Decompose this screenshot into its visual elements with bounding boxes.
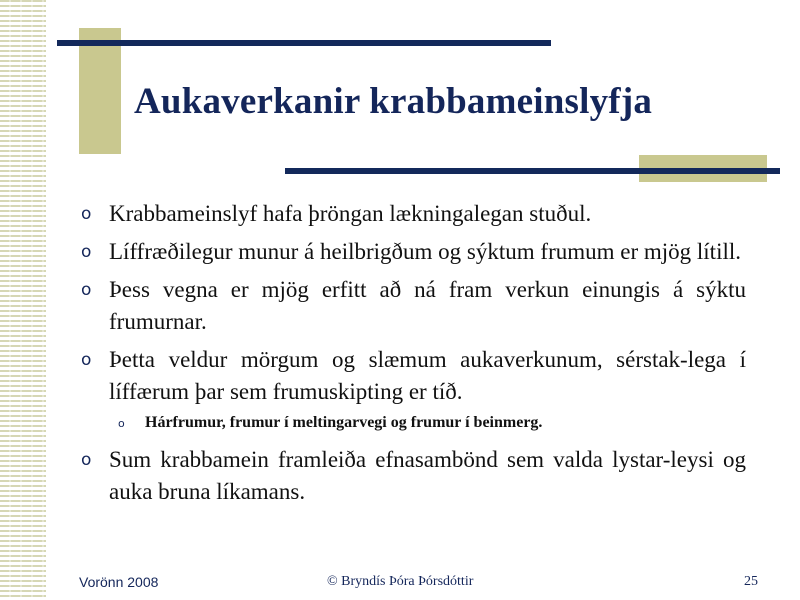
footer-page-number: 25 [744,574,758,589]
bullet-text: Þetta veldur mörgum og slæmum aukaverkunum, sérstak-lega í líffærum þar sem frumuskipting er tíð. [109,347,746,404]
bullet-item [78,198,746,230]
bullet-item [78,236,746,268]
decorative-navy-line-top [57,40,551,46]
decorative-olive-bar-left [79,28,121,154]
bullet-circle-icon: o [81,280,92,300]
bullet-text: Þess vegna er mjög erfitt að ná fram verkun einungis á sýktu frumurnar. [109,277,746,334]
decorative-navy-line-bottom [285,168,780,174]
bullet-text: Líffræðilegur munur á heilbrigðum og sýktum frumum er mjög lítill. [109,239,741,264]
bullet-text: Krabbameinslyf hafa þröngan lækningalegan stuðul. [109,201,592,226]
sub-bullet-circle-icon: o [118,417,125,430]
bullet-circle-icon: o [81,350,92,370]
decorative-stripes [0,0,46,600]
bullet-item [78,274,746,338]
bullet-circle-icon: o [81,450,92,470]
slide-title: Aukaverkanir krabbameinslyfja [134,81,653,122]
sub-bullet-item [78,412,746,434]
sub-bullet-text: Hárfrumur, frumur í meltingarvegi og frumur í beinmerg. [145,414,543,431]
bullet-list [78,198,746,514]
bullet-circle-icon: o [81,242,92,262]
bullet-text: Sum krabbamein framleiða efnasambönd sem valda lystar-leysi og auka bruna líkamans. [109,447,746,504]
bullet-item [78,344,746,408]
footer-author: © Bryndís Þóra Þórsdóttir [327,574,474,589]
footer-semester: Vorönn 2008 [79,574,159,590]
bullet-item [78,444,746,508]
bullet-circle-icon: o [81,204,92,224]
